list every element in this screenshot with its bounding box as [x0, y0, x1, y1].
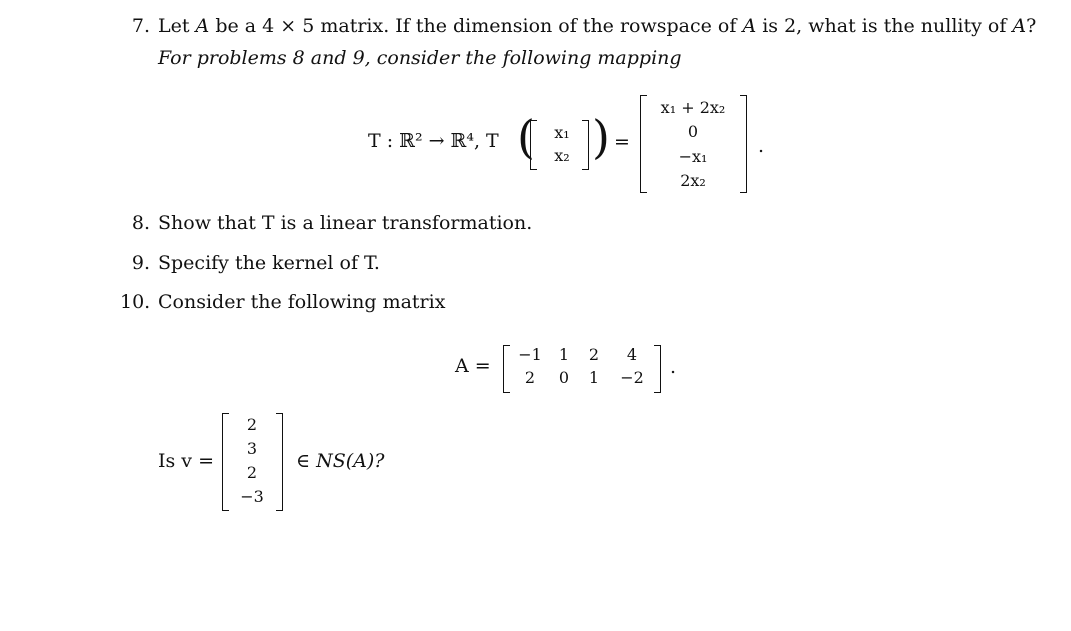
vector-bracket-left — [222, 413, 229, 511]
problem-8-number: 8. — [131, 212, 150, 234]
matrix-a-cell: −1 — [518, 345, 542, 364]
p7-text-a: Let — [158, 15, 196, 37]
output-row-2: 0 — [687, 122, 699, 141]
p7-var-a: A — [742, 15, 757, 37]
mapping-lhs: T : ℝ² → ℝ⁴, T — [368, 130, 499, 152]
matrix-a-cell: 2 — [588, 345, 600, 364]
p7-text-b: be a 4 × 5 matrix. If the dimension of the rowspace of — [209, 15, 743, 37]
intro-text: For problems 8 and 9, consider the following mapping — [158, 47, 682, 69]
matrix-a-period: . — [670, 356, 677, 378]
input-bracket-right — [582, 120, 589, 170]
p7-text-c: is 2, what is the nullity of — [756, 15, 1013, 37]
output-row-4: 2x₂ — [680, 171, 706, 190]
mapping-equals: = — [614, 131, 630, 153]
input-x1: x₁ — [554, 123, 570, 142]
input-bracket-left — [530, 120, 537, 170]
output-bracket-left — [640, 95, 647, 193]
right-paren: ) — [592, 110, 610, 164]
problem-7-text — [158, 15, 1036, 37]
matrix-a-bracket-left — [503, 345, 510, 393]
left-paren: ( — [517, 110, 535, 164]
problem-9-number: 9. — [131, 252, 150, 274]
problem-7-number: 7. — [131, 15, 150, 37]
matrix-a-cell: 0 — [558, 368, 570, 387]
matrix-a-cell: 2 — [524, 368, 536, 387]
question-suffix: ∈ NS(A)? — [296, 450, 385, 472]
matrix-a-cell: 4 — [626, 345, 638, 364]
vector-entry: 2 — [246, 463, 258, 482]
p7-text-d: ? — [1026, 15, 1037, 37]
output-row-1: x₁ + 2x₂ — [660, 98, 726, 117]
matrix-a-cell: −2 — [620, 368, 644, 387]
question-prefix: Is v = — [158, 450, 214, 472]
problem-8-text: Show that T is a linear transformation. — [158, 212, 533, 234]
matrix-a-cell: 1 — [558, 345, 570, 364]
problem-9-text: Specify the kernel of T. — [158, 252, 380, 274]
problem-10-text: Consider the following matrix — [158, 291, 446, 313]
vector-entry: 3 — [246, 439, 258, 458]
p7-var-a: A — [1012, 15, 1027, 37]
vector-entry: −3 — [240, 487, 264, 506]
input-x2: x₂ — [554, 146, 570, 165]
output-bracket-right — [740, 95, 747, 193]
output-row-3: −x₁ — [678, 147, 708, 166]
mapping-period: . — [758, 135, 765, 157]
p7-var-a: A — [195, 15, 210, 37]
matrix-a-bracket-right — [654, 345, 661, 393]
matrix-a-cell: 1 — [588, 368, 600, 387]
problem-10-number: 10. — [120, 291, 151, 313]
vector-entry: 2 — [246, 415, 258, 434]
matrix-a-label: A = — [455, 355, 491, 377]
vector-bracket-right — [276, 413, 283, 511]
